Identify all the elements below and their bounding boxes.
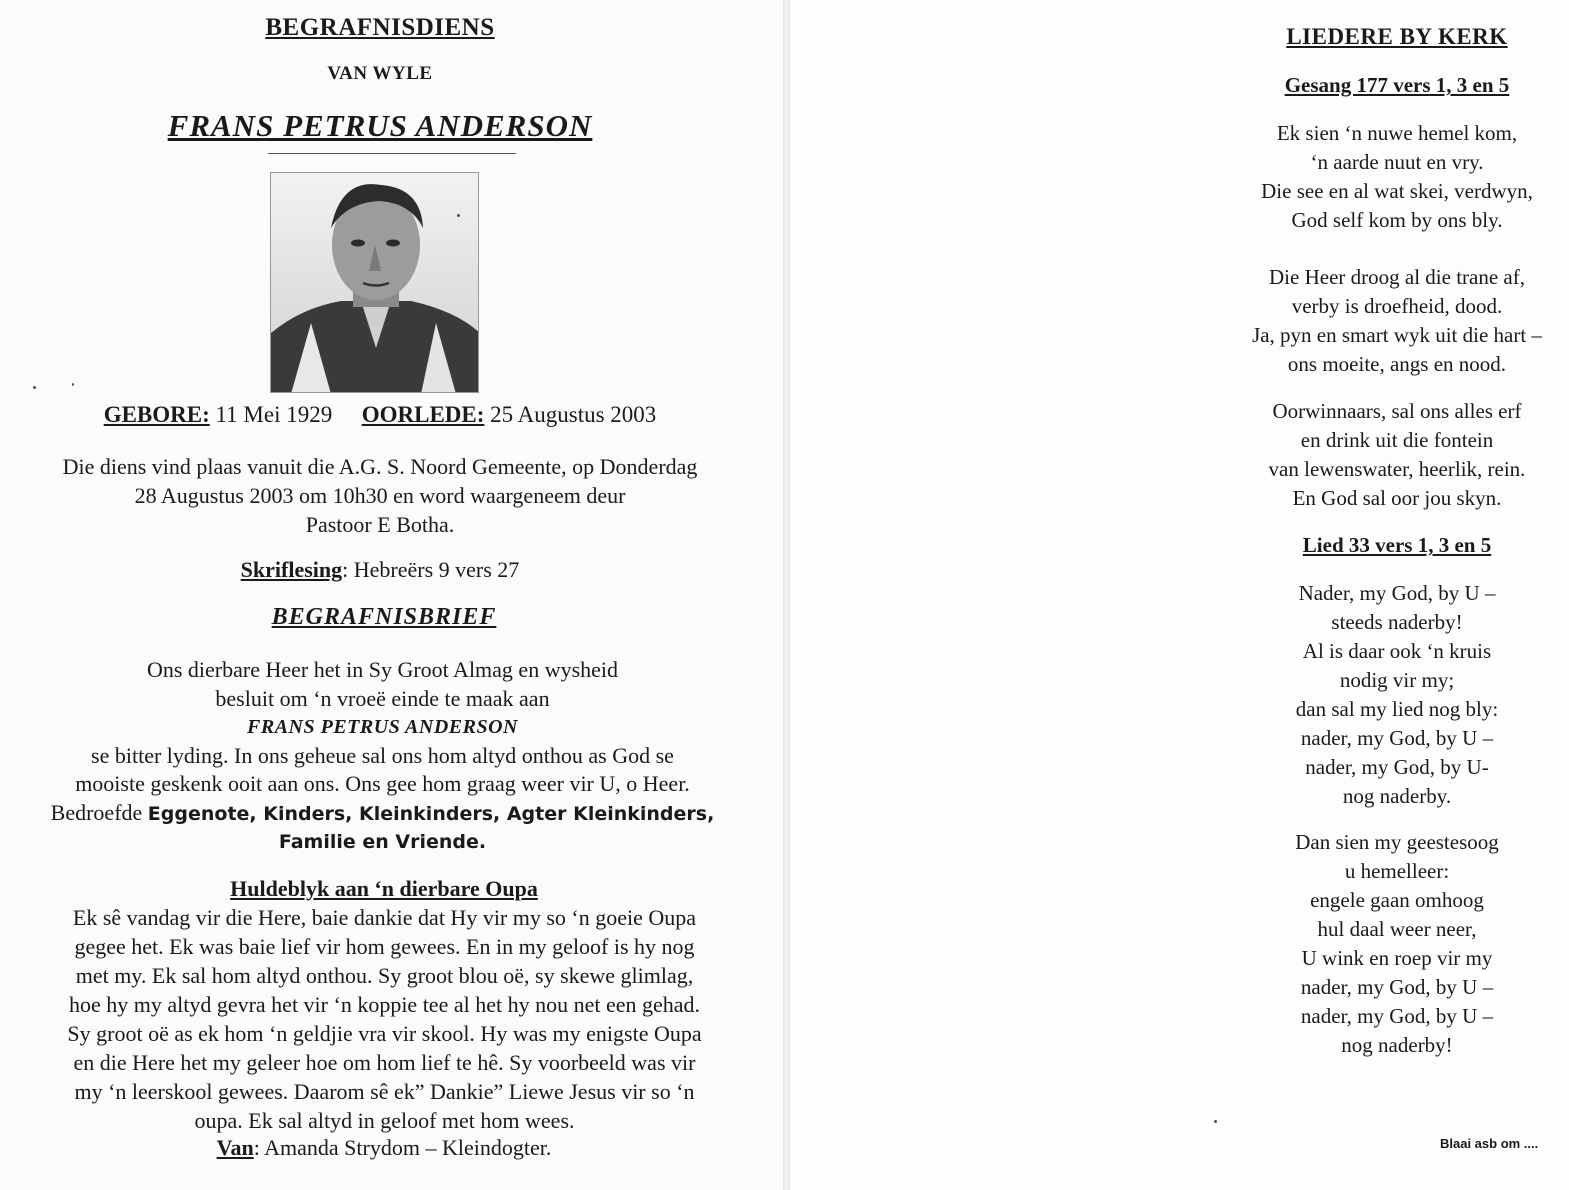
verse-line: dan sal my lied nog bly:: [1295, 697, 1499, 721]
scan-speck: [72, 383, 74, 386]
verse-line: ons moeite, angs en nood.: [1287, 352, 1507, 376]
verse-line: hul daal weer neer,: [1317, 917, 1477, 941]
tribute-text: [22, 903, 747, 1135]
verse-line: Dan sien my geestesoog: [1295, 830, 1499, 854]
brief-line: besluit om ‘n vroeë einde te maak aan: [215, 685, 550, 711]
scan-speck: [457, 214, 460, 217]
verse-line: Ja, pyn en smart wyk uit die hart –: [1252, 323, 1542, 347]
deceased-portrait-photo: [270, 172, 479, 393]
verse-line: Al is daar ook ‘n kruis: [1302, 639, 1492, 663]
hymns-title: LIEDERE BY KERK: [1286, 24, 1508, 49]
tribute-line: met my. Ek sal hom altyd onthou. Sy groot blou oë, sy skewe glimlag,: [75, 963, 694, 988]
born-label: GEBORE:: [103, 402, 210, 427]
verse-line: nader, my God, by U –: [1300, 1004, 1494, 1028]
born-value: 11 Mei 1929: [215, 402, 333, 427]
hymn1-stanza2: [1057, 263, 1569, 379]
deceased-name: FRANS PETRUS ANDERSON: [167, 108, 593, 143]
verse-line: engele gaan omhoog: [1310, 888, 1484, 912]
verse-line: Nader, my God, by U –: [1298, 581, 1496, 605]
scripture-reading: [0, 557, 760, 583]
brief-mourners-bold: Eggenote, Kinders, Kleinkinders, Agter Kleinkinders,: [147, 802, 715, 825]
service-details: [20, 452, 740, 539]
verse-line: Die Heer droog al die trane af,: [1269, 265, 1525, 289]
brief-line: mooiste geskenk ooit aan ons. Ons gee hom graag weer vir U, o Heer.: [75, 771, 690, 796]
died-label: OORLEDE:: [361, 402, 485, 427]
tribute-line: Sy groot oë as ek hom ‘n geldjie vra vir skool. Hy was my enigste Oupa: [67, 1021, 702, 1046]
brief-mourners-bold-line: Familie en Vriende.: [278, 831, 487, 853]
verse-line: U wink en roep vir my: [1301, 946, 1493, 970]
reading-label: Skriflesing: [240, 557, 343, 582]
verse-line: nog naderby.: [1342, 784, 1452, 808]
brief-mourners-prefix: Bedroefde: [50, 799, 148, 825]
page-fold: [783, 0, 790, 1190]
verse-line: God self kom by ons bly.: [1291, 208, 1503, 232]
hymn2-stanza2: [1057, 828, 1569, 1060]
died-value: 25 Augustus 2003: [490, 402, 657, 427]
service-line: Die diens vind plaas vanuit die A.G. S. Noord Gemeente, op Donderdag: [62, 454, 698, 479]
verse-line: nog naderby!: [1341, 1033, 1453, 1057]
tribute-author: [0, 1135, 768, 1161]
tribute-line: en die Here het my geleer hoe om hom lief te hê. Sy voorbeeld was vir: [73, 1050, 696, 1075]
verse-line: Die see en al wat skei, verdwyn,: [1261, 179, 1533, 203]
verse-line: en drink uit die fontein: [1300, 428, 1494, 452]
service-line: Pastoor E Botha.: [305, 512, 455, 537]
verse-line: nader, my God, by U –: [1300, 726, 1494, 750]
brief-line: Ons dierbare Heer het in Sy Groot Almag en wysheid: [146, 657, 619, 682]
verse-line: Ek sien ‘n nuwe hemel kom,: [1276, 121, 1518, 145]
hymn1-stanza3: [1057, 397, 1569, 513]
hymn2-stanza1: [1057, 579, 1569, 811]
verse-line: nader, my God, by U –: [1300, 975, 1494, 999]
scan-speck: [1214, 1120, 1217, 1123]
funeral-letter: [20, 656, 745, 857]
brief-deceased-name: FRANS PETRUS ANDERSON: [247, 716, 518, 738]
reading-value: : Hebreërs 9 vers 27: [342, 557, 520, 582]
tribute-title: Huldeblyk aan ‘n dierbare Oupa: [230, 876, 538, 901]
verse-line: nodig vir my;: [1339, 668, 1455, 692]
service-subtitle: VAN WYLE: [327, 63, 433, 84]
verse-line: verby is droefheid, dood.: [1291, 294, 1503, 318]
brief-title: BEGRAFNISBRIEF: [271, 604, 497, 630]
from-value: : Amanda Strydom – Kleindogter.: [253, 1135, 552, 1160]
tribute-line: Ek sê vandag vir die Here, baie dankie dat Hy vir my so ‘n goeie Oupa: [72, 905, 697, 930]
verse-line: ‘n aarde nuut en vry.: [1310, 150, 1484, 174]
brief-line: se bitter lyding. In ons geheue sal ons hom altyd onthou as God se: [91, 742, 674, 768]
service-line: 28 Augustus 2003 om 10h30 en word waargeneem deur: [134, 483, 626, 508]
hymn1-stanza1: [1057, 119, 1569, 235]
verse-line: En God sal oor jou skyn.: [1292, 486, 1502, 510]
scan-speck: [33, 386, 36, 389]
tribute-line: hoe hy my altyd gevra het vir ‘n koppie tee al het hy nou net een gehad.: [68, 992, 701, 1017]
tribute-line: my ‘n leerskool gewees. Daarom sê ek” Dankie” Liewe Jesus vir so ‘n: [74, 1079, 695, 1104]
verse-line: van lewenswater, heerlik, rein.: [1268, 457, 1526, 481]
tribute-line: gegee het. Ek was baie lief vir hom gewees. En in my geloof is hy nog: [74, 934, 695, 959]
brief-mourners-line: [20, 799, 745, 829]
verse-line: u hemelleer:: [1344, 859, 1450, 883]
verse-line: nader, my God, by U-: [1305, 755, 1489, 779]
turn-page-note: Blaai asb om ....: [1440, 1136, 1539, 1151]
name-underline-rule: [268, 153, 516, 154]
hymn2-title: Lied 33 vers 1, 3 en 5: [1302, 533, 1492, 557]
verse-line: Oorwinnaars, sal ons alles erf: [1272, 399, 1522, 423]
tribute-line: oupa. Ek sal altyd in geloof met hom wees.: [194, 1108, 575, 1133]
verse-line: steeds naderby!: [1331, 610, 1463, 634]
from-label: Van: [216, 1135, 254, 1160]
life-dates: [0, 402, 760, 428]
hymn1-title: Gesang 177 vers 1, 3 en 5: [1284, 73, 1510, 97]
service-title: BEGRAFNISDIENS: [265, 14, 495, 41]
